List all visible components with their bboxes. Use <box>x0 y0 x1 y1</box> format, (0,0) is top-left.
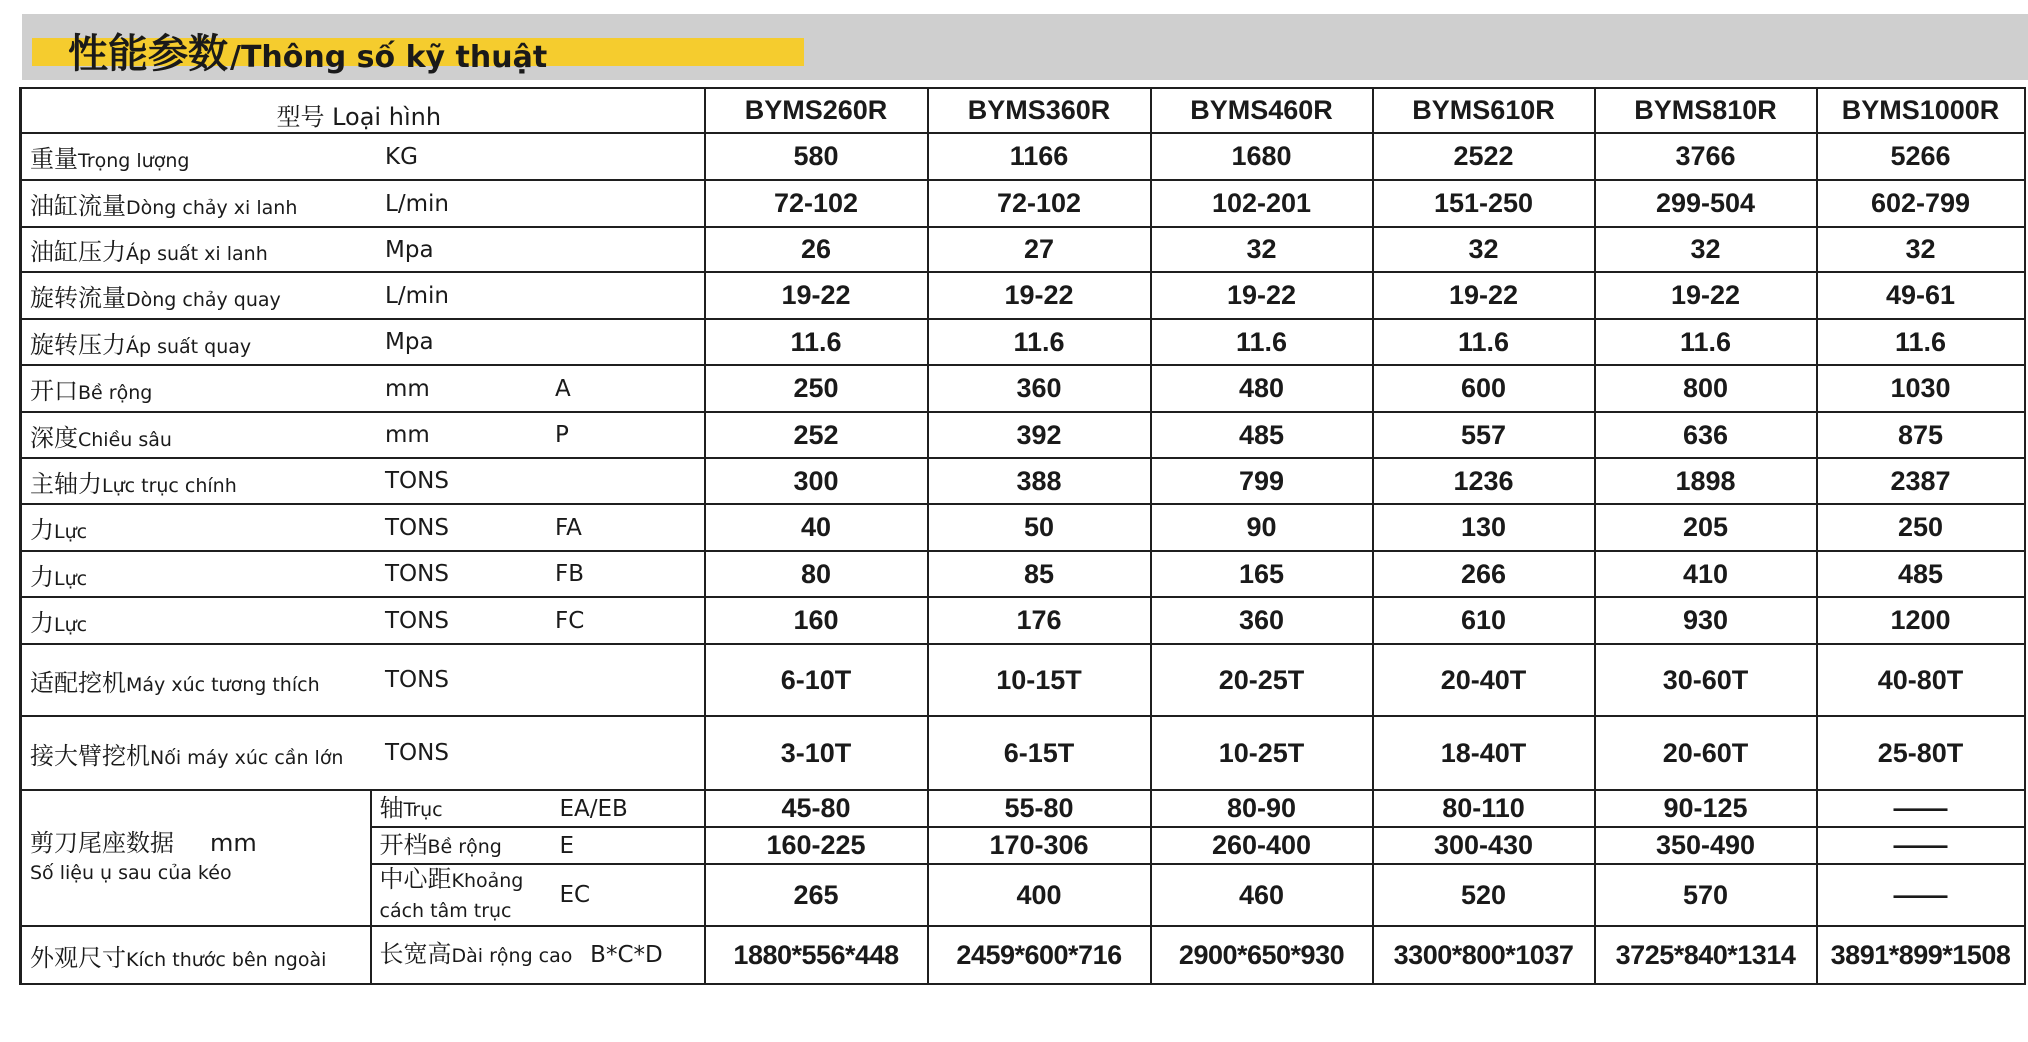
value-cell: 50 <box>928 504 1151 551</box>
table-row <box>21 551 2025 597</box>
row-unit: TONS <box>385 561 449 587</box>
value-cell: 11.6 <box>1373 319 1595 365</box>
value-cell: 360 <box>928 365 1151 412</box>
dimensions-sub-vietnamese: Dài rộng cao <box>451 945 573 967</box>
table-row <box>21 412 2025 458</box>
row-label-chinese: 旋转流量 <box>30 284 126 312</box>
value-cell: 2900*650*930 <box>1151 926 1373 984</box>
table-row <box>21 227 2025 272</box>
row-label-vietnamese: Bề rộng <box>78 382 153 404</box>
row-label-vietnamese: Lực trục chính <box>102 474 237 497</box>
value-cell: 250 <box>705 365 928 412</box>
value-cell: 3-10T <box>705 716 928 790</box>
dimensions-chinese: 外观尺寸 <box>30 943 126 972</box>
sub-row-chinese: 轴 <box>379 793 404 822</box>
row-label-chinese: 力 <box>30 516 54 544</box>
value-cell: 1166 <box>928 133 1151 180</box>
sub-row-code: E <box>559 832 575 859</box>
value-cell: 3766 <box>1595 133 1817 180</box>
value-cell: 388 <box>928 458 1151 504</box>
shear-group-chinese: 剪刀尾座数据 <box>30 829 174 857</box>
value-cell: 176 <box>928 597 1151 644</box>
value-cell: 32 <box>1151 227 1373 272</box>
row-label <box>30 325 385 360</box>
table-row <box>21 365 2025 412</box>
value-cell: 265 <box>705 864 928 926</box>
row-label-chinese: 主轴力 <box>30 469 102 498</box>
table-row <box>21 458 2025 504</box>
value-cell: 32 <box>1595 227 1817 272</box>
value-cell: 2387 <box>1817 458 2025 504</box>
row-label <box>30 557 385 592</box>
value-cell: 11.6 <box>1595 319 1817 365</box>
spec-table <box>19 87 2026 985</box>
value-cell: 485 <box>1817 551 2025 597</box>
table-row <box>21 180 2025 227</box>
value-cell: 205 <box>1595 504 1817 551</box>
row-unit: Mpa <box>385 236 434 263</box>
row-label <box>30 663 385 698</box>
row-code: A <box>555 375 571 402</box>
value-cell: 72-102 <box>928 180 1151 227</box>
row-label-chinese: 力 <box>30 562 54 591</box>
value-cell: 130 <box>1373 504 1595 551</box>
value-cell: 19-22 <box>1151 272 1373 319</box>
sub-row-label <box>380 831 560 861</box>
row-label-vietnamese: Áp suất xi lanh <box>126 243 268 265</box>
model-name: BYMS610R <box>1373 88 1595 133</box>
row-label-vietnamese: Áp suất quay <box>126 335 252 358</box>
row-label <box>30 603 385 638</box>
table-row <box>21 272 2025 319</box>
row-unit: L/min <box>385 190 449 217</box>
value-cell: 11.6 <box>1817 319 2025 365</box>
row-label-chinese: 油缸压力 <box>30 238 126 266</box>
value-cell: 165 <box>1151 551 1373 597</box>
page-title-vietnamese: /Thông số kỹ thuật <box>230 40 548 75</box>
sub-row-chinese: 中心距 <box>379 865 452 893</box>
value-cell: 5266 <box>1817 133 2025 180</box>
row-unit: mm <box>385 422 430 448</box>
row-unit: Mpa <box>385 329 434 355</box>
value-cell: 20-25T <box>1151 644 1373 716</box>
row-label-chinese: 旋转压力 <box>30 330 126 359</box>
row-label <box>30 418 385 453</box>
value-cell: 19-22 <box>705 272 928 319</box>
value-cell: 930 <box>1595 597 1817 644</box>
value-cell: —— <box>1817 790 2025 827</box>
row-label-vietnamese: Trọng lượng <box>78 150 190 172</box>
value-cell: 250 <box>1817 504 2025 551</box>
value-cell: 800 <box>1595 365 1817 412</box>
value-cell: 252 <box>705 412 928 458</box>
row-unit: TONS <box>385 607 449 634</box>
value-cell: 485 <box>1151 412 1373 458</box>
row-label-vietnamese: Dòng chảy xi lanh <box>126 197 298 219</box>
row-label-chinese: 适配挖机 <box>30 668 126 697</box>
row-label-vietnamese: Lực <box>54 614 88 636</box>
shear-group-unit: mm <box>210 829 257 857</box>
value-cell: 32 <box>1373 227 1595 272</box>
value-cell: 80-90 <box>1151 790 1373 827</box>
value-cell: 266 <box>1373 551 1595 597</box>
shear-group-label <box>21 790 371 926</box>
row-unit: KG <box>385 143 418 170</box>
value-cell: 300 <box>705 458 928 504</box>
row-label <box>30 464 385 499</box>
value-cell: 55-80 <box>928 790 1151 827</box>
row-label-chinese: 深度 <box>30 423 78 452</box>
value-cell: 85 <box>928 551 1151 597</box>
table-row <box>21 790 2025 827</box>
value-cell: 26 <box>705 227 928 272</box>
row-label <box>30 139 385 174</box>
value-cell: 18-40T <box>1373 716 1595 790</box>
value-cell: 10-15T <box>928 644 1151 716</box>
sub-row-label <box>380 794 560 824</box>
sub-row-chinese: 开档 <box>379 830 428 859</box>
dimensions-sub-chinese: 长宽高 <box>379 940 452 968</box>
value-cell: 11.6 <box>928 319 1151 365</box>
sub-row-code: EC <box>559 882 591 908</box>
row-code: FC <box>555 607 585 634</box>
value-cell: —— <box>1817 827 2025 864</box>
sub-row-vietnamese: Trục <box>403 798 443 821</box>
value-cell: 1030 <box>1817 365 2025 412</box>
value-cell: 520 <box>1373 864 1595 926</box>
value-cell: 80-110 <box>1373 790 1595 827</box>
table-row <box>21 644 2025 716</box>
value-cell: 25-80T <box>1817 716 2025 790</box>
value-cell: 19-22 <box>1595 272 1817 319</box>
row-code: FA <box>555 514 582 541</box>
row-label-chinese: 重量 <box>30 145 78 173</box>
value-cell: 636 <box>1595 412 1817 458</box>
value-cell: 1680 <box>1151 133 1373 180</box>
table-row <box>21 133 2025 180</box>
value-cell: 2459*600*716 <box>928 926 1151 984</box>
value-cell: 19-22 <box>1373 272 1595 319</box>
table-row <box>21 319 2025 365</box>
header-row <box>21 88 2025 133</box>
table-row <box>21 504 2025 551</box>
row-code: FB <box>555 561 585 587</box>
sub-row-label <box>380 865 560 925</box>
row-label-vietnamese: Lực <box>54 521 88 543</box>
row-label-chinese: 力 <box>30 609 54 637</box>
value-cell: 610 <box>1373 597 1595 644</box>
value-cell: 600 <box>1373 365 1595 412</box>
value-cell: —— <box>1817 864 2025 926</box>
row-label-vietnamese: Máy xúc tương thích <box>126 673 320 696</box>
value-cell: 45-80 <box>705 790 928 827</box>
value-cell: 30-60T <box>1595 644 1817 716</box>
row-unit: TONS <box>385 667 449 693</box>
value-cell: 80 <box>705 551 928 597</box>
value-cell: 299-504 <box>1595 180 1817 227</box>
value-cell: 160-225 <box>705 827 928 864</box>
sub-row-code: EA/EB <box>559 795 628 822</box>
dimensions-row <box>21 926 2025 984</box>
dimensions-sub-label <box>380 940 591 970</box>
row-label <box>30 510 385 545</box>
row-label-chinese: 油缸流量 <box>30 192 126 220</box>
row-unit: TONS <box>385 514 449 541</box>
model-header-label: 型号 Loại hình <box>276 103 442 131</box>
value-cell: 557 <box>1373 412 1595 458</box>
value-cell: 10-25T <box>1151 716 1373 790</box>
value-cell: 460 <box>1151 864 1373 926</box>
model-name: BYMS1000R <box>1817 88 2025 133</box>
table-row <box>21 597 2025 644</box>
value-cell: 27 <box>928 227 1151 272</box>
row-unit: TONS <box>385 740 449 766</box>
value-cell: 410 <box>1595 551 1817 597</box>
value-cell: 799 <box>1151 458 1373 504</box>
row-label-chinese: 开口 <box>30 377 78 405</box>
row-label-vietnamese: Chiều sâu <box>78 428 172 451</box>
sub-row-vietnamese: Khoảng cách tâm trục <box>379 870 524 922</box>
value-cell: 11.6 <box>1151 319 1373 365</box>
value-cell: 580 <box>705 133 928 180</box>
value-cell: 151-250 <box>1373 180 1595 227</box>
value-cell: 160 <box>705 597 928 644</box>
value-cell: 3725*840*1314 <box>1595 926 1817 984</box>
value-cell: 170-306 <box>928 827 1151 864</box>
value-cell: 2522 <box>1373 133 1595 180</box>
value-cell: 49-61 <box>1817 272 2025 319</box>
value-cell: 1898 <box>1595 458 1817 504</box>
value-cell: 32 <box>1817 227 2025 272</box>
shear-group-vietnamese: Số liệu ụ sau của kéo <box>30 862 232 884</box>
value-cell: 3891*899*1508 <box>1817 926 2025 984</box>
dimensions-code: B*C*D <box>590 942 663 968</box>
value-cell: 360 <box>1151 597 1373 644</box>
row-label-vietnamese: Lực <box>54 567 88 590</box>
value-cell: 6-10T <box>705 644 928 716</box>
row-unit: TONS <box>385 468 449 494</box>
value-cell: 1880*556*448 <box>705 926 928 984</box>
row-label <box>30 232 385 267</box>
row-label <box>30 186 385 221</box>
value-cell: 400 <box>928 864 1151 926</box>
row-label <box>30 736 385 771</box>
value-cell: 40-80T <box>1817 644 2025 716</box>
sub-row-vietnamese: Bề rộng <box>427 835 502 858</box>
dimensions-label <box>21 926 371 984</box>
row-code: P <box>555 422 569 448</box>
dimensions-vietnamese: Kích thước bên ngoài <box>126 948 327 971</box>
row-label <box>30 371 385 406</box>
model-name: BYMS360R <box>928 88 1151 133</box>
value-cell: 20-60T <box>1595 716 1817 790</box>
value-cell: 570 <box>1595 864 1817 926</box>
page-title-chinese: 性能参数 <box>68 31 228 77</box>
model-name: BYMS460R <box>1151 88 1373 133</box>
value-cell: 11.6 <box>705 319 928 365</box>
value-cell: 480 <box>1151 365 1373 412</box>
value-cell: 1236 <box>1373 458 1595 504</box>
value-cell: 300-430 <box>1373 827 1595 864</box>
row-unit: L/min <box>385 282 449 309</box>
value-cell: 6-15T <box>928 716 1151 790</box>
page-title <box>68 22 548 77</box>
value-cell: 350-490 <box>1595 827 1817 864</box>
value-cell: 1200 <box>1817 597 2025 644</box>
row-label-vietnamese: Dòng chảy quay <box>126 289 281 311</box>
model-name: BYMS810R <box>1595 88 1817 133</box>
value-cell: 72-102 <box>705 180 928 227</box>
value-cell: 20-40T <box>1373 644 1595 716</box>
value-cell: 90 <box>1151 504 1373 551</box>
model-name: BYMS260R <box>705 88 928 133</box>
value-cell: 102-201 <box>1151 180 1373 227</box>
row-unit: mm <box>385 375 430 402</box>
value-cell: 875 <box>1817 412 2025 458</box>
value-cell: 90-125 <box>1595 790 1817 827</box>
table-row <box>21 716 2025 790</box>
value-cell: 3300*800*1037 <box>1373 926 1595 984</box>
row-label-vietnamese: Nối máy xúc cần lớn <box>150 746 344 769</box>
value-cell: 19-22 <box>928 272 1151 319</box>
value-cell: 260-400 <box>1151 827 1373 864</box>
value-cell: 602-799 <box>1817 180 2025 227</box>
value-cell: 40 <box>705 504 928 551</box>
row-label <box>30 278 385 313</box>
value-cell: 392 <box>928 412 1151 458</box>
row-label-chinese: 接大臂挖机 <box>30 741 150 770</box>
